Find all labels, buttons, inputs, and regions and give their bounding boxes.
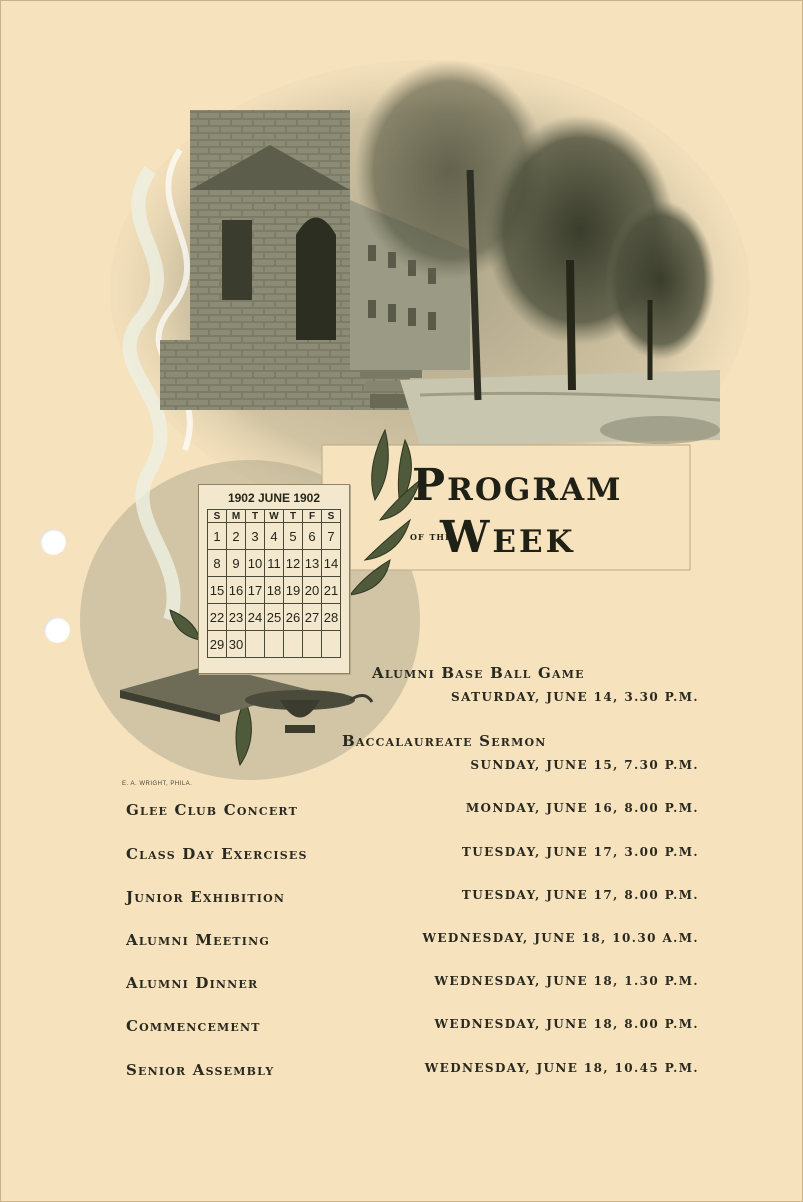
- calendar-day: 30: [227, 631, 246, 658]
- calendar-day: 22: [208, 604, 227, 631]
- calendar-day: 19: [284, 577, 303, 604]
- calendar-day: 4: [265, 523, 284, 550]
- calendar-day: 24: [246, 604, 265, 631]
- weekday-label: T: [246, 510, 265, 523]
- calendar-day: 5: [284, 523, 303, 550]
- weekday-label: S: [322, 510, 341, 523]
- weekday-label: F: [303, 510, 322, 523]
- event-name: Class Day Exercises: [126, 845, 308, 863]
- event-date: WEDNESDAY, JUNE 18, 10.30 A.M.: [422, 931, 699, 945]
- calendar-day: 29: [208, 631, 227, 658]
- calendar-day: 16: [227, 577, 246, 604]
- calendar-day: 28: [322, 604, 341, 631]
- event-name: Commencement: [126, 1017, 261, 1035]
- engraver-credit: E. A. WRIGHT, PHILA.: [122, 781, 193, 787]
- weekday-label: M: [227, 510, 246, 523]
- event-date: WEDNESDAY, JUNE 18, 10.45 P.M.: [424, 1061, 699, 1075]
- event-date: TUESDAY, JUNE 17, 8.00 P.M.: [461, 888, 699, 902]
- event-name: Junior Exhibition: [126, 888, 286, 906]
- calendar-day: 7: [322, 523, 341, 550]
- event-date: TUESDAY, JUNE 17, 3.00 P.M.: [461, 845, 699, 859]
- event-date: SATURDAY, JUNE 14, 3.30 P.M.: [451, 690, 699, 704]
- weekday-label: W: [265, 510, 284, 523]
- calendar-day: 12: [284, 550, 303, 577]
- calendar-day: 6: [303, 523, 322, 550]
- event-name: Alumni Dinner: [126, 974, 259, 992]
- calendar-day: 26: [284, 604, 303, 631]
- calendar-grid: [207, 509, 341, 658]
- event-name: Glee Club Concert: [126, 801, 298, 819]
- calendar-day: 8: [208, 550, 227, 577]
- calendar-day: 25: [265, 604, 284, 631]
- event-name: Baccalaureate Sermon: [342, 732, 547, 750]
- calendar-day: 14: [322, 550, 341, 577]
- calendar-day: [284, 631, 303, 658]
- calendar-day: 3: [246, 523, 265, 550]
- june-1902-calendar: [198, 484, 350, 674]
- event-date: SUNDAY, JUNE 15, 7.30 P.M.: [470, 758, 699, 772]
- calendar-day: 11: [265, 550, 284, 577]
- calendar-day: 20: [303, 577, 322, 604]
- event-name: Alumni Base Ball Game: [372, 664, 585, 682]
- calendar-day: [265, 631, 284, 658]
- calendar-day: 13: [303, 550, 322, 577]
- program-title: [400, 448, 690, 568]
- calendar-day: 10: [246, 550, 265, 577]
- weekday-label: T: [284, 510, 303, 523]
- calendar-day: 2: [227, 523, 246, 550]
- title-of-the: of the: [410, 530, 453, 543]
- calendar-day: [322, 631, 341, 658]
- weekday-label: S: [208, 510, 227, 523]
- event-name: Alumni Meeting: [126, 931, 270, 949]
- calendar-day: 23: [227, 604, 246, 631]
- calendar-day: 1: [208, 523, 227, 550]
- calendar-day: 17: [246, 577, 265, 604]
- calendar-day: 21: [322, 577, 341, 604]
- calendar-day: [246, 631, 265, 658]
- calendar-day: 18: [265, 577, 284, 604]
- calendar-day: 9: [227, 550, 246, 577]
- event-date: WEDNESDAY, JUNE 18, 1.30 P.M.: [434, 974, 699, 988]
- calendar-day: [303, 631, 322, 658]
- calendar-day: 27: [303, 604, 322, 631]
- calendar-heading: 1902 JUNE 1902: [227, 491, 321, 505]
- title-week: Week: [440, 512, 576, 563]
- event-name: Senior Assembly: [126, 1061, 275, 1079]
- title-program: Program: [412, 460, 623, 511]
- calendar-day: 15: [208, 577, 227, 604]
- event-date: WEDNESDAY, JUNE 18, 8.00 P.M.: [434, 1017, 699, 1031]
- event-date: MONDAY, JUNE 16, 8.00 P.M.: [465, 801, 699, 815]
